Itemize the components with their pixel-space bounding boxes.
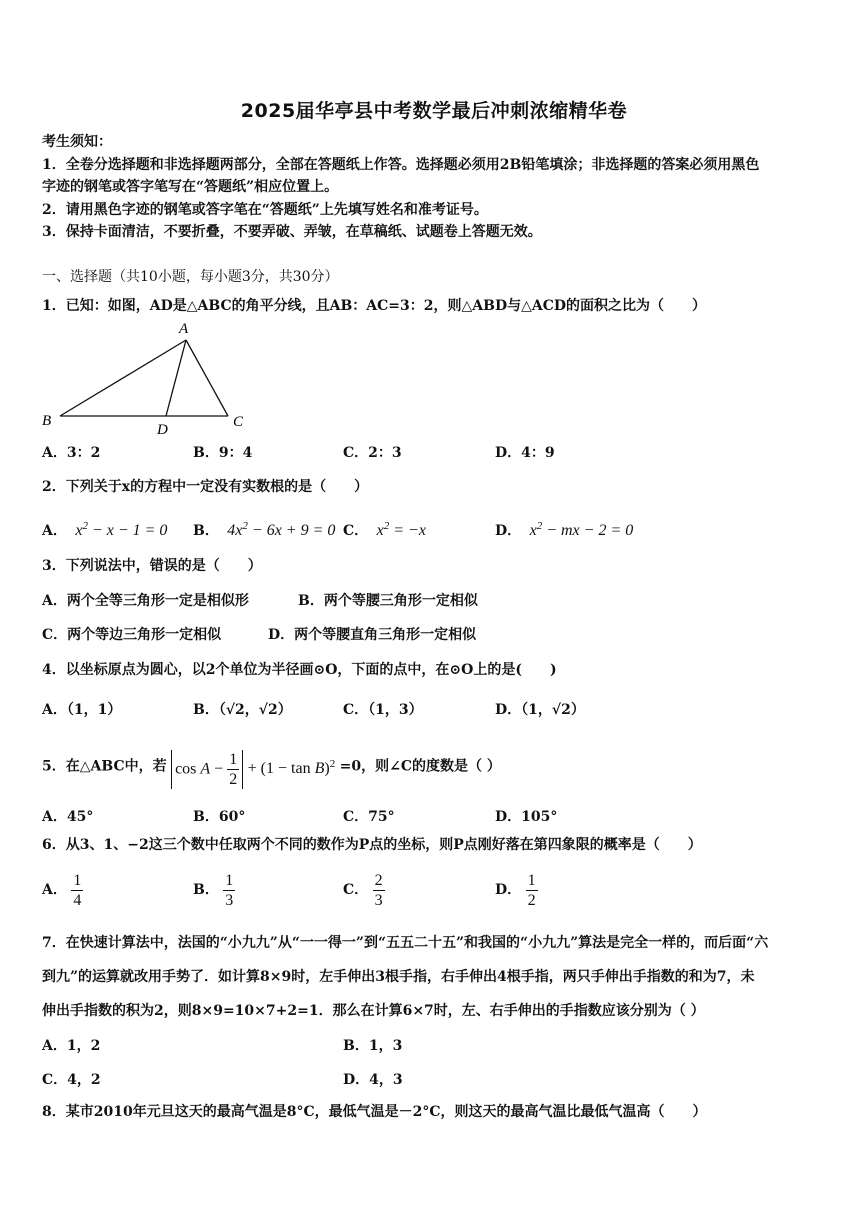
notice-item-2: 2．请用黑色字迹的钢笔或答字笔在“答题纸”上先填写姓名和准考证号。 xyxy=(42,202,488,218)
q2-option-a[interactable] xyxy=(42,517,167,540)
q1-option-a[interactable]: A．3：2 xyxy=(42,445,101,461)
q1-option-d[interactable]: D．4：9 xyxy=(495,445,555,461)
q6-label-b: B． xyxy=(193,882,219,898)
q5-option-d[interactable]: D．105° xyxy=(495,809,558,825)
q6-fraction-c: $\frac{2}{3}$ xyxy=(374,871,383,909)
q6-option-d[interactable] xyxy=(495,870,538,910)
q2-option-d[interactable] xyxy=(495,517,633,540)
q6-option-c[interactable] xyxy=(343,870,385,910)
q1-option-b[interactable]: B．9：4 xyxy=(193,445,253,461)
q6-label-d: D． xyxy=(495,882,522,898)
label-a: A xyxy=(179,321,189,337)
q6-fraction-d: $\frac{1}{2}$ xyxy=(527,871,536,909)
q5-option-b[interactable]: B．60° xyxy=(193,809,246,825)
q5-stem xyxy=(42,742,501,791)
q8-stem: 8．某市2010年元旦这天的最高气温是8°C，最低气温是－2°C，则这天的最高气温比最低气温高（ ） xyxy=(42,1104,707,1120)
q2-expr-a: $x^2 - x - 1 = 0$ xyxy=(71,520,168,539)
q5-stem-suffix: =0，则∠C的度数是（ ） xyxy=(339,758,501,775)
q6-option-a[interactable] xyxy=(42,870,83,910)
q6-label-a: A． xyxy=(42,882,67,898)
q2-option-b[interactable] xyxy=(193,517,335,540)
q5-option-a[interactable]: A．45° xyxy=(42,809,94,825)
q4-option-b[interactable]: B．（√2，√2） xyxy=(193,702,292,718)
q1-stem: 1．已知：如图，AD是△ABC的角平分线，且AB：AC=3：2，则△ABD与△ACD的面积之比为（ ） xyxy=(42,298,707,314)
q2-expr-d: $x^2$ − mx − 2 = 0 xyxy=(525,520,634,539)
q7-line-2: 到九”的运算就改用手势了．如计算8×9时，左手伸出3根手指，右手伸出4根手指，两只手伸出手指数的和为7，未 xyxy=(42,969,755,985)
q6-fraction-b: $\frac{1}{3}$ xyxy=(225,871,234,909)
q7-line-1: 7．在快速计算法中，法国的“小九九”从“一一得一”到“五五二十五”和我国的“小九九”算法是完全一样的，而后面“六 xyxy=(42,935,769,951)
q6-stem: 6．从3、1、−2这三个数中任取两个不同的数作为P点的坐标，则P点刚好落在第四象限的概率是（ ） xyxy=(42,837,702,853)
q7-option-c[interactable]: C．4，2 xyxy=(42,1072,101,1088)
notice-item-1-cont: 字迹的钢笔或答字笔写在“答题纸”相应位置上。 xyxy=(42,179,339,195)
q4-stem: 4．以坐标原点为圆心，以2个单位为半径画⊙O，下面的点中，在⊙O上的是( ) xyxy=(42,662,557,678)
q5-expression: cos A − $\frac{1}{2}$ + $(1 - \tan B)^2$ xyxy=(171,742,335,791)
triangle-figure xyxy=(40,318,250,438)
bisector-ad xyxy=(166,340,186,416)
q3-option-a[interactable]: A．两个全等三角形一定是相似形 xyxy=(42,593,249,609)
exam-title: 2025届华亭县中考数学最后冲刺浓缩精华卷 xyxy=(240,100,628,122)
q6-fraction-a: $\frac{1}{4}$ xyxy=(73,871,82,909)
q7-option-a[interactable]: A．1，2 xyxy=(42,1038,101,1054)
notice-item-1: 1．全卷分选择题和非选择题两部分，全部在答题纸上作答。选择题必须用2B铅笔填涂；非选择题的答案必须用黑色 xyxy=(42,157,760,173)
label-c: C xyxy=(233,414,244,430)
q4-option-c[interactable]: C．（1，3） xyxy=(343,702,423,718)
section-heading: 一、选择题（共10小题，每小题3分，共30分） xyxy=(42,269,339,285)
q1-option-c[interactable]: C．2：3 xyxy=(343,445,402,461)
q6-option-b[interactable] xyxy=(193,870,235,910)
q4-option-a[interactable]: A．（1，1） xyxy=(42,702,122,718)
q3-option-d[interactable]: D．两个等腰直角三角形一定相似 xyxy=(268,627,477,643)
q2-label-d: D． xyxy=(495,523,522,539)
label-b: B xyxy=(42,413,52,429)
q2-option-c[interactable] xyxy=(343,517,426,540)
q7-option-d[interactable]: D．4，3 xyxy=(343,1072,403,1088)
notice-item-3: 3．保持卡面清洁，不要折叠，不要弄破、弄皱，在草稿纸、试题卷上答题无效。 xyxy=(42,224,542,240)
q5-option-c[interactable]: C．75° xyxy=(343,809,395,825)
side-ab xyxy=(60,340,186,416)
q2-stem: 2．下列关于x的方程中一定没有实数根的是（ ） xyxy=(42,479,369,495)
q2-expr-b: $4x^2 - 6x + 9 = 0$ xyxy=(223,520,336,539)
q2-label-b: B． xyxy=(193,523,219,539)
notice-heading: 考生须知： xyxy=(42,134,112,150)
q7-option-b[interactable]: B．1，3 xyxy=(343,1038,403,1054)
side-ac xyxy=(186,340,228,416)
q5-stem-prefix: 5．在△ABC中，若 xyxy=(42,758,167,775)
q6-label-c: C． xyxy=(343,882,369,898)
q2-expr-c: $x^2 = -x$ xyxy=(372,520,426,539)
q3-option-c[interactable]: C．两个等边三角形一定相似 xyxy=(42,627,222,643)
q7-line-3: 伸出手指数的积为2，则8×9=10×7+2=1．那么在计算6×7时，左、右手伸出的手指数应该分别为（ ） xyxy=(42,1003,705,1019)
q3-option-b[interactable]: B．两个等腰三角形一定相似 xyxy=(298,593,478,609)
q2-label-c: C． xyxy=(343,523,369,539)
q2-label-a: A． xyxy=(42,523,67,539)
q4-option-d[interactable]: D．（1，√2） xyxy=(495,702,585,718)
q3-stem: 3．下列说法中，错误的是（ ） xyxy=(42,558,262,574)
label-d: D xyxy=(157,422,168,438)
